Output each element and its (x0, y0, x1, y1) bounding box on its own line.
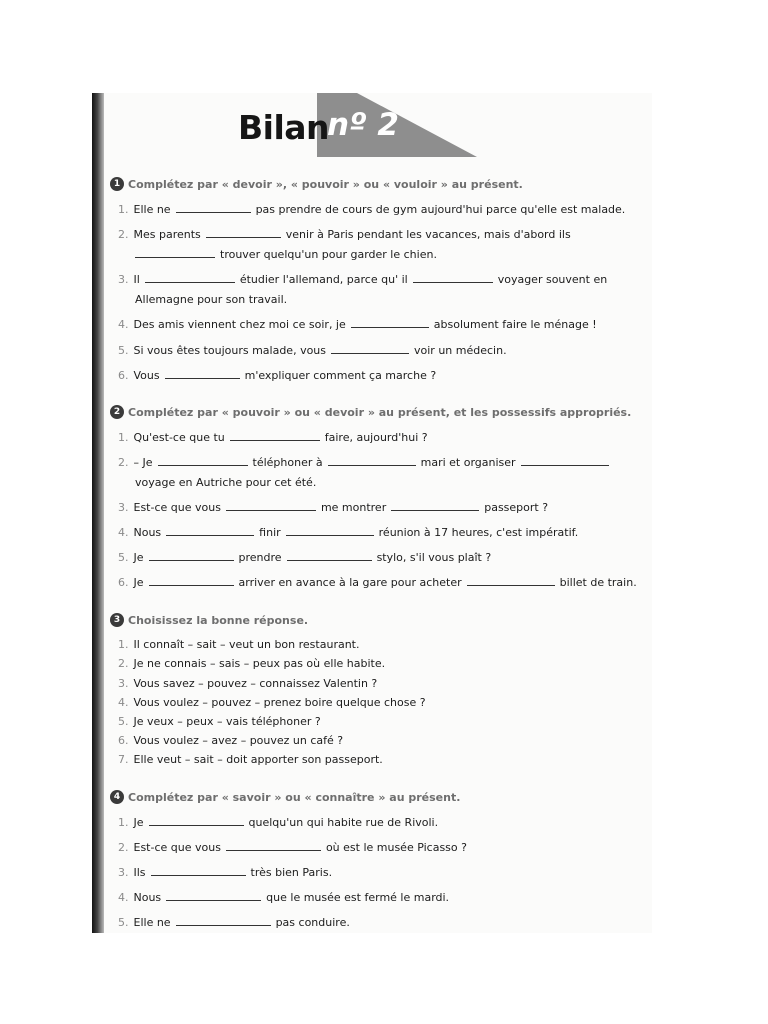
answer-blank[interactable] (158, 456, 248, 466)
exercise-2-line-2-continued: voyage en Autriche pour cet été. (135, 476, 317, 489)
answer-blank[interactable] (521, 456, 609, 466)
answer-blank[interactable] (206, 228, 281, 238)
section-1-badge: 1 (110, 177, 124, 191)
exercise-2-line-3: 3. Est-ce que vous me montrer passeport ? (118, 501, 549, 514)
answer-blank[interactable] (145, 273, 235, 283)
exercise-1-line-1: 1. Elle ne pas prendre de cours de gym aujourd'hui parce qu'elle est malade. (118, 203, 626, 216)
answer-blank[interactable] (328, 456, 416, 466)
section-2-badge: 2 (110, 405, 124, 419)
answer-blank[interactable] (226, 501, 316, 511)
exercise-4-line-4: 4. Nous que le musée est fermé le mardi. (118, 891, 450, 904)
answer-blank[interactable] (149, 551, 234, 561)
exercise-4-line-3: 3. Ils très bien Paris. (118, 866, 333, 879)
answer-blank[interactable] (391, 501, 479, 511)
exercise-1-line-6: 6. Vous m'expliquer comment ça marche ? (118, 369, 437, 382)
answer-blank[interactable] (135, 248, 215, 258)
exercise-3-line-6[interactable]: 6. Vous voulez – avez – pouvez un café ? (118, 734, 344, 747)
answer-blank[interactable] (149, 576, 234, 586)
section-4-instruction: 4 Complétez par « savoir » ou « connaître » au présent. (104, 790, 460, 804)
exercise-3-line-1[interactable]: 1. Il connaît – sait – veut un bon restaurant. (118, 638, 360, 651)
exercise-1-line-2: 2. Mes parents venir à Paris pendant les vacances, mais d'abord ils (118, 228, 571, 241)
exercise-1-line-3-continued: Allemagne pour son travail. (135, 293, 288, 306)
section-1-instruction: 1 Complétez par « devoir », « pouvoir » ou « vouloir » au présent. (104, 177, 523, 191)
answer-blank[interactable] (176, 203, 251, 213)
answer-blank[interactable] (165, 369, 240, 379)
answer-blank[interactable] (166, 526, 254, 536)
exercise-1-line-5: 5. Si vous êtes toujours malade, vous voir un médecin. (118, 344, 507, 357)
answer-blank[interactable] (467, 576, 555, 586)
section-4-badge: 4 (110, 790, 124, 804)
exercise-2-line-5: 5. Je prendre stylo, s'il vous plaît ? (118, 551, 492, 564)
answer-blank[interactable] (151, 866, 246, 876)
answer-blank[interactable] (286, 526, 374, 536)
answer-blank[interactable] (226, 841, 321, 851)
answer-blank[interactable] (149, 816, 244, 826)
exercise-3-line-4[interactable]: 4. Vous voulez – pouvez – prenez boire quelque chose ? (118, 696, 426, 709)
exercise-3-line-2[interactable]: 2. Je ne connais – sais – peux pas où elle habite. (118, 657, 386, 670)
exercise-2-line-1: 1. Qu'est-ce que tu faire, aujourd'hui ? (118, 431, 428, 444)
exercise-3-line-5[interactable]: 5. Je veux – peux – vais téléphoner ? (118, 715, 321, 728)
answer-blank[interactable] (351, 318, 429, 328)
exercise-3-line-7[interactable]: 7. Elle veut – sait – doit apporter son passeport. (118, 753, 383, 766)
exercise-2-line-2: 2. – Je téléphoner à mari et organiser (118, 456, 614, 469)
section-3-badge: 3 (110, 613, 124, 627)
exercise-4-line-2: 2. Est-ce que vous où est le musée Picasso ? (118, 841, 467, 854)
section-3-instruction: 3 Choisissez la bonne réponse. (104, 613, 308, 627)
page-title: Bilan (238, 108, 330, 147)
answer-blank[interactable] (287, 551, 372, 561)
exercise-2-line-4: 4. Nous finir réunion à 17 heures, c'est impératif. (118, 526, 579, 539)
answer-blank[interactable] (176, 916, 271, 926)
exercise-1-line-4: 4. Des amis viennent chez moi ce soir, je absolument faire le ménage ! (118, 318, 597, 331)
page-binding-shadow (92, 93, 104, 933)
section-2-instruction: 2 Complétez par « pouvoir » ou « devoir » au présent, et les possessifs appropriés. (104, 405, 631, 419)
exercise-3-line-3[interactable]: 3. Vous savez – pouvez – connaissez Valentin ? (118, 677, 378, 690)
exercise-1-line-2-continued: trouver quelqu'un pour garder le chien. (135, 248, 437, 261)
exercise-1-line-3: 3. Il étudier l'allemand, parce qu' il voyager souvent en (118, 273, 608, 286)
answer-blank[interactable] (331, 344, 409, 354)
answer-blank[interactable] (230, 431, 320, 441)
answer-blank[interactable] (166, 891, 261, 901)
answer-blank[interactable] (413, 273, 493, 283)
exercise-4-line-1: 1. Je quelqu'un qui habite rue de Rivoli. (118, 816, 439, 829)
title-banner-number: nº 2 (327, 107, 399, 143)
exercise-2-line-6: 6. Je arriver en avance à la gare pour acheter billet de train. (118, 576, 637, 589)
exercise-4-line-5: 5. Elle ne pas conduire. (118, 916, 350, 929)
